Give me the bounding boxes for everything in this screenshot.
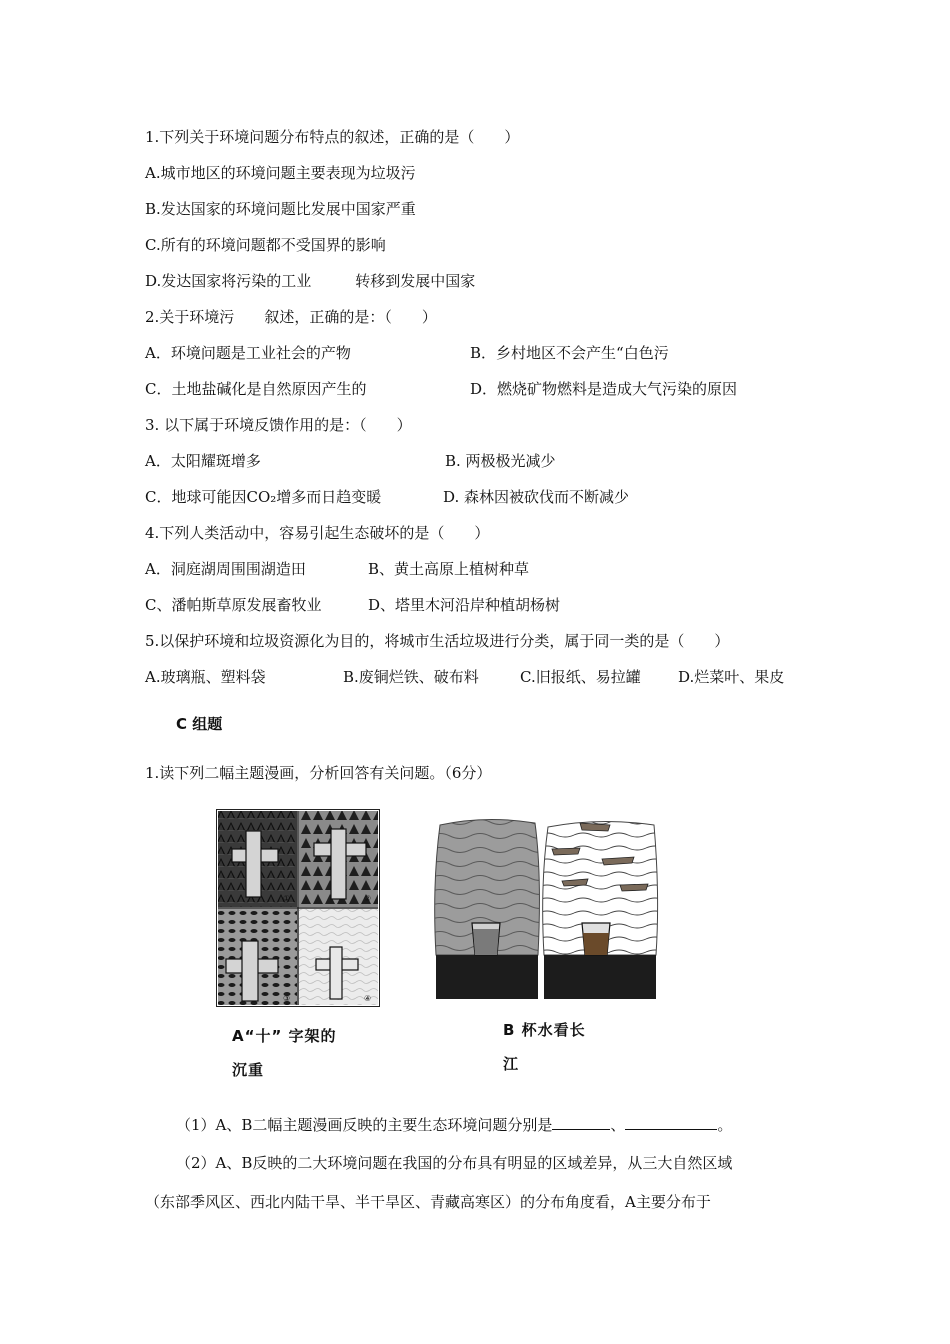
q3-option-c: C．地球可能因CO₂增多而日趋变暖 [145,488,382,506]
q1-option-d-part2: 转移到发展中国家 [355,272,476,290]
group-c-heading: C 组题 [176,715,223,733]
q1-option-d [145,271,475,291]
q5-option-a: A.玻璃瓶、塑料袋 [145,668,266,686]
q1-option-d-part1: D.发达国家将污染的工业 [145,272,312,290]
cartoon-b-water-cups [430,815,662,1007]
q2-stem [145,307,437,327]
sub-question-1-sep: 、 [610,1116,626,1134]
left-cup-icon [472,923,500,955]
q4-option-b: B、黄土高原上植树种草 [368,560,530,578]
panel-number-4: ④ [364,994,372,1003]
right-panel-ground [544,955,656,999]
caption-a-line2: 沉重 [232,1061,265,1079]
answer-blank-1[interactable] [552,1115,610,1130]
q2-option-c: C．土地盐碱化是自然原因产生的 [145,380,367,398]
cartoon-a-crosses [216,809,380,1007]
q4-option-a: A．洞庭湖周围围湖造田 [145,560,306,578]
sub-question-1-text: （1）A、B二幅主题漫画反映的主要生态环境问题分别是 [176,1116,553,1134]
sub-question-1-end: 。 [717,1116,733,1134]
caption-a-line1: A“十” 字架的 [232,1027,337,1045]
panel-number-3: ③ [283,994,291,1003]
q3-option-d: D. 森林因被砍伐而不断减少 [443,488,630,506]
q3-stem: 3. 以下属于环境反馈作用的是：（ ） [145,416,412,434]
q2-option-a: A．环境问题是工业社会的产物 [145,344,351,362]
q1-option-a: A.城市地区的环境问题主要表现为垃圾污 [145,164,416,182]
answer-blank-2[interactable] [625,1115,717,1130]
q4-option-d: D、塔里木河沿岸种植胡杨树 [368,596,561,614]
q5-option-d: D.烂菜叶、果皮 [678,668,785,686]
group-c-q1-stem: 1.读下列二幅主题漫画，分析回答有关问题。（6分） [145,764,492,782]
q2-option-b: B．乡村地区不会产生“白色污 [470,344,669,362]
sub-question-2-line2: （东部季风区、西北内陆干旱、半干旱区、青藏高寒区）的分布角度看，A主要分布于 [145,1193,711,1211]
caption-b-line2: 江 [503,1055,520,1073]
q4-stem: 4.下列人类活动中，容易引起生态破坏的是（ ） [145,524,490,542]
q2-stem-part2: 叙述，正确的是：（ ） [264,308,437,326]
sub-question-1 [176,1115,732,1135]
q5-option-b: B.废铜烂铁、破布料 [343,668,479,686]
q1-option-c: C.所有的环境问题都不受国界的影响 [145,236,386,254]
q5-stem: 5.以保护环境和垃圾资源化为目的，将城市生活垃圾进行分类，属于同一类的是（ ） [145,632,730,650]
q2-option-d: D．燃烧矿物燃料是造成大气污染的原因 [470,380,738,398]
sub-question-2-line1: （2）A、B反映的二大环境问题在我国的分布具有明显的区域差异，从三大自然区域 [176,1154,733,1172]
caption-b-line1: B 杯水看长 [503,1021,586,1039]
q1-stem: 1.下列关于环境问题分布特点的叙述，正确的是（ ） [145,128,520,146]
right-cup-icon [582,923,610,955]
q4-option-c: C、潘帕斯草原发展畜牧业 [145,596,322,614]
q3-option-b: B. 两极极光减少 [445,452,556,470]
left-panel-ground [436,955,538,999]
q2-stem-part1: 2.关于环境污 [145,308,235,326]
panel-number-1: ① [283,894,291,903]
q5-option-c: C.旧报纸、易拉罐 [520,668,641,686]
q3-option-a: A．太阳耀斑增多 [145,452,261,470]
panel-number-2: ② [364,894,372,903]
q1-option-b: B.发达国家的环境问题比发展中国家严重 [145,200,416,218]
